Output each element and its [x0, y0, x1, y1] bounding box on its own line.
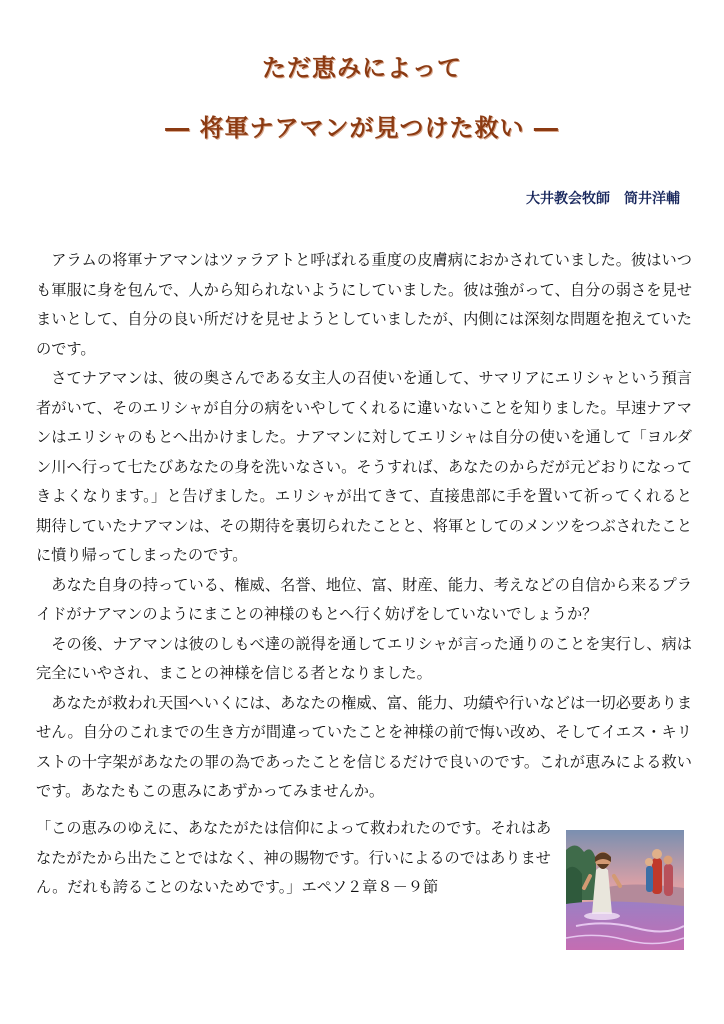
- page-title: ただ恵みによって: [262, 54, 462, 82]
- paragraph: さてナアマンは、彼の奥さんである女主人の召使いを通して、サマリアにエリシャという預言者がいて、そのエリシャが自分の病をいやしてくれるに違いないことを知りました。早速ナアマンはエリシャのもとへ出かけました。ナアマンに対してエリシャは自分の使いを通して「ヨルダン川へ行って七たびあなたの身を洗いなさい。そうすれば、あなたのからだが元どおりになってきよくなります。」と告げました。エリシャが出てきて、直接患部に手を置いて祈ってくれると期待していたナアマンは、その期待を裏切られたことと、将軍としてのメンツをつぶされたことに憤り帰ってしまったのです。: [36, 369, 692, 564]
- paragraph: あなた自身の持っている、権威、名誉、地位、富、財産、能力、考えなどの自信から来るプライドがナアマンのようにまことの神様のもとへ行く妨げをしていないでしょうか？: [36, 575, 693, 623]
- paragraph: その後、ナアマンは彼のしもべ達の説得を通してエリシャが言った通りのことを実行し、病は完全にいやされ、まことの神様を信じる者となりました。: [36, 634, 692, 682]
- author-line: 大井教会牧師 筒井洋輔: [526, 191, 680, 207]
- bible-verse-quote: 「この恵みのゆえに、あなたがたは信仰によって救われたのです。それはあなたがたから出たことではなく、神の賜物です。行いによるのではありません。だれも誇ることのないためです。」エペソ２章８－９節: [36, 819, 552, 896]
- naaman-jordan-river-illustration: [566, 830, 684, 950]
- paragraph: あなたが救われ天国へいくには、あなたの権威、富、能力、功績や行いなどは一切必要ありません。自分のこれまでの生き方が間違っていたことを神様の前で悔い改め、そしてイエス・キリストの十字架があなたの罪の為であったことを信じるだけで良いのです。これが恵みによる救いです。あなたもこの恵みにあずかってみませんか。: [36, 693, 692, 800]
- page-subtitle: ― 将軍ナアマンが見つけた救い ―: [165, 114, 559, 142]
- article-body: [36, 246, 692, 807]
- paragraph: アラムの将軍ナアマンはツァラアトと呼ばれる重度の皮膚病におかされていました。彼はいつも軍服に身を包んで、人から知られないようにしていました。彼は強がって、自分の弱さを見せまいとして、自分の良い所だけを見せようとしていましたが、内側には深刻な問題を抱えていたのです。: [36, 251, 692, 358]
